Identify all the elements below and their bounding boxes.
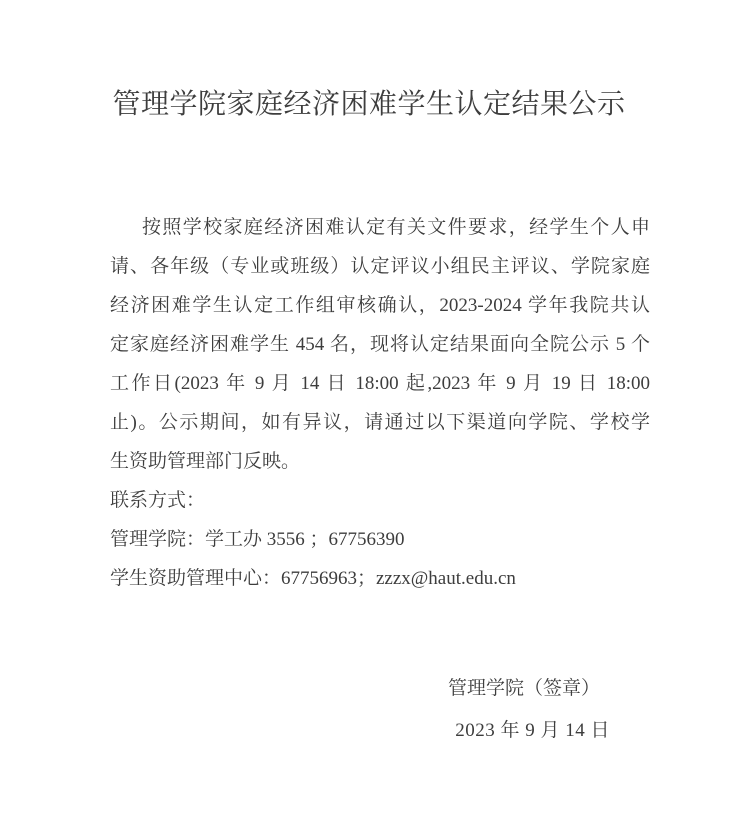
body-line: 止)。公示期间，如有异议，请通过以下渠道向学院、学校学 (110, 412, 650, 433)
signature-block (0, 668, 738, 752)
notice-body (110, 208, 650, 598)
body-line: 定家庭经济困难学生 454 名，现将认定结果面向全院公示 5 个 (110, 334, 650, 355)
signature-name: 管理学院（签章） (447, 678, 600, 699)
contact-line: 学生资助管理中心：67756963；zzzx@haut.edu.cn (110, 568, 516, 589)
contact-line: 管理学院：学工办 3556 ；67756390 (110, 529, 405, 550)
body-line: 按照学校家庭经济困难认定有关文件要求，经学生个人申 (142, 217, 650, 238)
body-line: 生资助管理部门反映。 (110, 451, 301, 472)
body-line: 经济困难学生认定工作组审核确认，2023-2024 学年我院共认 (110, 295, 650, 316)
body-line: 工作日(2023 年 9 月 14 日 18:00 起,2023 年 9 月 19 日 18:00 (110, 373, 650, 394)
notice-title: 管理学院家庭经济困难学生认定结果公示 (112, 89, 626, 120)
body-line: 请、各年级（专业或班级）认定评议小组民主评议、学院家庭 (110, 256, 650, 277)
signature-date: 2023 年 9 月 14 日 (455, 720, 610, 741)
contact-heading: 联系方式： (110, 490, 206, 511)
